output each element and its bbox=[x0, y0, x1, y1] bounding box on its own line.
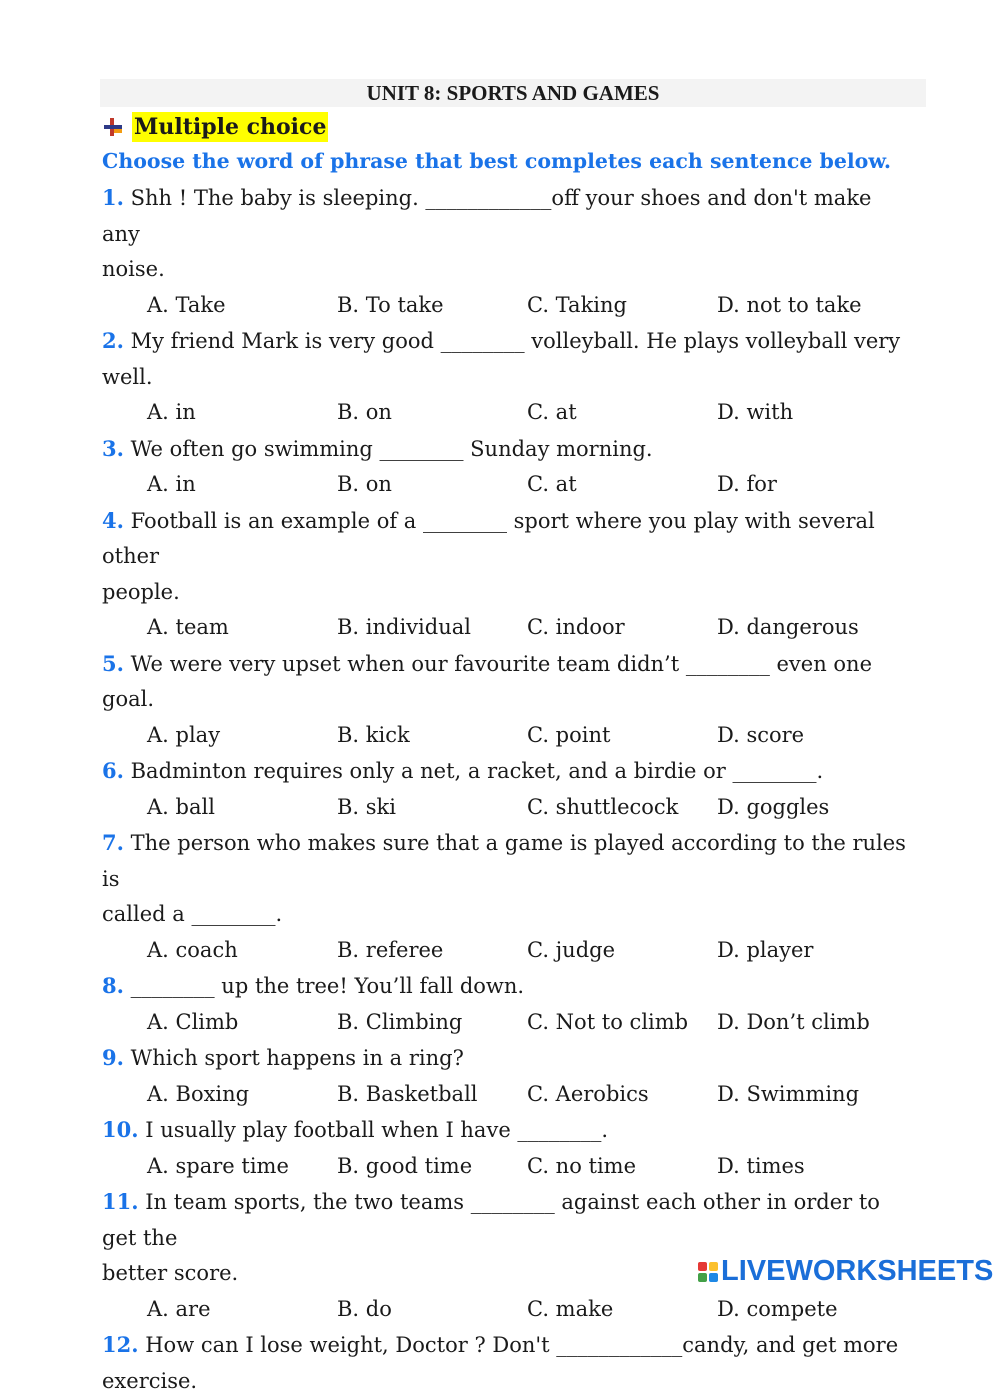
answer-option[interactable]: A. play bbox=[147, 718, 337, 754]
page-title: UNIT 8: SPORTS AND GAMES bbox=[100, 80, 926, 106]
answer-options bbox=[102, 1005, 912, 1041]
question-text: The person who makes sure that a game is played according to the rules is bbox=[102, 831, 906, 891]
answer-option[interactable]: D. not to take bbox=[717, 288, 907, 324]
question-line bbox=[102, 1364, 912, 1399]
question-line bbox=[102, 1184, 912, 1256]
answer-option[interactable]: A. Climb bbox=[147, 1005, 337, 1041]
answer-option[interactable]: C. Not to climb bbox=[527, 1005, 717, 1041]
answer-option[interactable]: B. on bbox=[337, 467, 527, 503]
logo-square bbox=[709, 1262, 718, 1271]
question-9 bbox=[102, 1040, 912, 1112]
answer-option[interactable]: B. Climbing bbox=[337, 1005, 527, 1041]
answer-options bbox=[102, 790, 912, 826]
answer-option[interactable]: A. in bbox=[147, 467, 337, 503]
question-4 bbox=[102, 503, 912, 646]
question-line bbox=[102, 503, 912, 575]
question-3 bbox=[102, 431, 912, 503]
answer-option[interactable]: A. Take bbox=[147, 288, 337, 324]
answer-options bbox=[102, 718, 912, 754]
question-number: 8. bbox=[102, 973, 124, 998]
answer-option[interactable]: D. with bbox=[717, 395, 907, 431]
question-number: 7. bbox=[102, 830, 124, 855]
liveworksheets-logo bbox=[698, 1255, 993, 1288]
instruction: Choose the word of phrase that best completes each sentence below. bbox=[102, 146, 891, 176]
question-line bbox=[102, 825, 912, 897]
question-10 bbox=[102, 1112, 912, 1184]
question-text: In team sports, the two teams ________ against each other in order to get the bbox=[102, 1190, 880, 1250]
answer-option[interactable]: C. at bbox=[527, 395, 717, 431]
question-1 bbox=[102, 180, 912, 323]
question-line bbox=[102, 1327, 912, 1364]
answer-option[interactable]: D. compete bbox=[717, 1292, 907, 1328]
answer-options bbox=[102, 1149, 912, 1185]
question-line bbox=[102, 431, 912, 468]
answer-option[interactable]: A. in bbox=[147, 395, 337, 431]
answer-option[interactable]: A. coach bbox=[147, 933, 337, 969]
answer-option[interactable]: B. do bbox=[337, 1292, 527, 1328]
logo-square bbox=[698, 1262, 707, 1271]
answer-options bbox=[102, 1292, 912, 1328]
question-line bbox=[102, 1112, 912, 1149]
question-line bbox=[102, 323, 912, 360]
answer-option[interactable]: A. Boxing bbox=[147, 1077, 337, 1113]
answer-option[interactable]: B. To take bbox=[337, 288, 527, 324]
logo-square bbox=[709, 1273, 718, 1282]
question-line bbox=[102, 360, 912, 396]
answer-option[interactable]: B. individual bbox=[337, 610, 527, 646]
answer-option[interactable]: D. goggles bbox=[717, 790, 907, 826]
question-2 bbox=[102, 323, 912, 431]
question-number: 9. bbox=[102, 1045, 124, 1070]
question-text: better score. bbox=[102, 1261, 238, 1285]
question-text: Shh ! The baby is sleeping. ____________off your shoes and don't make any bbox=[102, 186, 871, 246]
plus-arrow-icon bbox=[102, 116, 124, 138]
answer-option[interactable]: B. referee bbox=[337, 933, 527, 969]
question-line bbox=[102, 968, 912, 1005]
question-number: 2. bbox=[102, 328, 124, 353]
answer-option[interactable]: D. Swimming bbox=[717, 1077, 907, 1113]
question-text: Which sport happens in a ring? bbox=[131, 1046, 464, 1070]
question-12 bbox=[102, 1327, 912, 1399]
question-text: called a ________. bbox=[102, 902, 282, 926]
question-text: noise. bbox=[102, 257, 165, 281]
answer-options bbox=[102, 288, 912, 324]
answer-option[interactable]: B. on bbox=[337, 395, 527, 431]
question-text: We often go swimming ________ Sunday morning. bbox=[131, 437, 653, 461]
answer-option[interactable]: C. judge bbox=[527, 933, 717, 969]
question-list bbox=[102, 180, 912, 1399]
answer-option[interactable]: C. point bbox=[527, 718, 717, 754]
question-number: 10. bbox=[102, 1117, 139, 1142]
question-line bbox=[102, 1040, 912, 1077]
answer-options bbox=[102, 1077, 912, 1113]
answer-option[interactable]: C. make bbox=[527, 1292, 717, 1328]
answer-option[interactable]: C. indoor bbox=[527, 610, 717, 646]
question-number: 4. bbox=[102, 508, 124, 533]
question-6 bbox=[102, 753, 912, 825]
logo-text: LIVEWORKSHEETS bbox=[721, 1255, 993, 1288]
question-text: exercise. bbox=[102, 1369, 197, 1393]
question-line bbox=[102, 180, 912, 252]
answer-options bbox=[102, 467, 912, 503]
question-line bbox=[102, 252, 912, 288]
section-header bbox=[102, 111, 328, 143]
answer-option[interactable]: A. team bbox=[147, 610, 337, 646]
answer-option[interactable]: C. Aerobics bbox=[527, 1077, 717, 1113]
answer-option[interactable]: B. Basketball bbox=[337, 1077, 527, 1113]
answer-option[interactable]: C. Taking bbox=[527, 288, 717, 324]
question-number: 3. bbox=[102, 436, 124, 461]
answer-option[interactable]: C. shuttlecock bbox=[527, 790, 717, 826]
answer-option[interactable]: A. spare time bbox=[147, 1149, 337, 1185]
question-7 bbox=[102, 825, 912, 968]
question-5 bbox=[102, 646, 912, 754]
answer-option[interactable]: A. ball bbox=[147, 790, 337, 826]
answer-option[interactable]: B. good time bbox=[337, 1149, 527, 1185]
question-number: 1. bbox=[102, 185, 124, 210]
answer-option[interactable]: A. are bbox=[147, 1292, 337, 1328]
answer-option[interactable]: D. Don’t climb bbox=[717, 1005, 907, 1041]
answer-option[interactable]: B. kick bbox=[337, 718, 527, 754]
question-text: My friend Mark is very good ________ volleyball. He plays volleyball very bbox=[131, 329, 901, 353]
answer-option[interactable]: C. at bbox=[527, 467, 717, 503]
answer-options bbox=[102, 395, 912, 431]
question-line bbox=[102, 897, 912, 933]
question-text: How can I lose weight, Doctor ? Don't ____________candy, and get more bbox=[145, 1333, 898, 1357]
question-number: 5. bbox=[102, 651, 124, 676]
answer-option[interactable]: D. score bbox=[717, 718, 907, 754]
answer-option[interactable]: C. no time bbox=[527, 1149, 717, 1185]
question-text: Badminton requires only a net, a racket, and a birdie or ________. bbox=[131, 759, 824, 783]
answer-option[interactable]: B. ski bbox=[337, 790, 527, 826]
answer-options bbox=[102, 933, 912, 969]
question-text: Football is an example of a ________ sport where you play with several other bbox=[102, 509, 875, 569]
question-8 bbox=[102, 968, 912, 1040]
question-text: I usually play football when I have ________. bbox=[145, 1118, 608, 1142]
answer-option[interactable]: D. dangerous bbox=[717, 610, 907, 646]
question-text: well. bbox=[102, 365, 153, 389]
answer-option[interactable]: D. times bbox=[717, 1149, 907, 1185]
logo-square bbox=[698, 1273, 707, 1282]
question-line bbox=[102, 753, 912, 790]
answer-option[interactable]: D. player bbox=[717, 933, 907, 969]
question-number: 11. bbox=[102, 1189, 139, 1214]
question-line bbox=[102, 575, 912, 611]
section-label: Multiple choice bbox=[132, 112, 328, 142]
question-text: people. bbox=[102, 580, 180, 604]
logo-icon bbox=[698, 1262, 718, 1282]
question-line bbox=[102, 646, 912, 718]
question-number: 12. bbox=[102, 1332, 139, 1357]
question-text: We were very upset when our favourite team didn’t ________ even one goal. bbox=[102, 652, 872, 712]
question-text: ________ up the tree! You’ll fall down. bbox=[131, 974, 524, 998]
question-number: 6. bbox=[102, 758, 124, 783]
answer-options bbox=[102, 610, 912, 646]
answer-option[interactable]: D. for bbox=[717, 467, 907, 503]
